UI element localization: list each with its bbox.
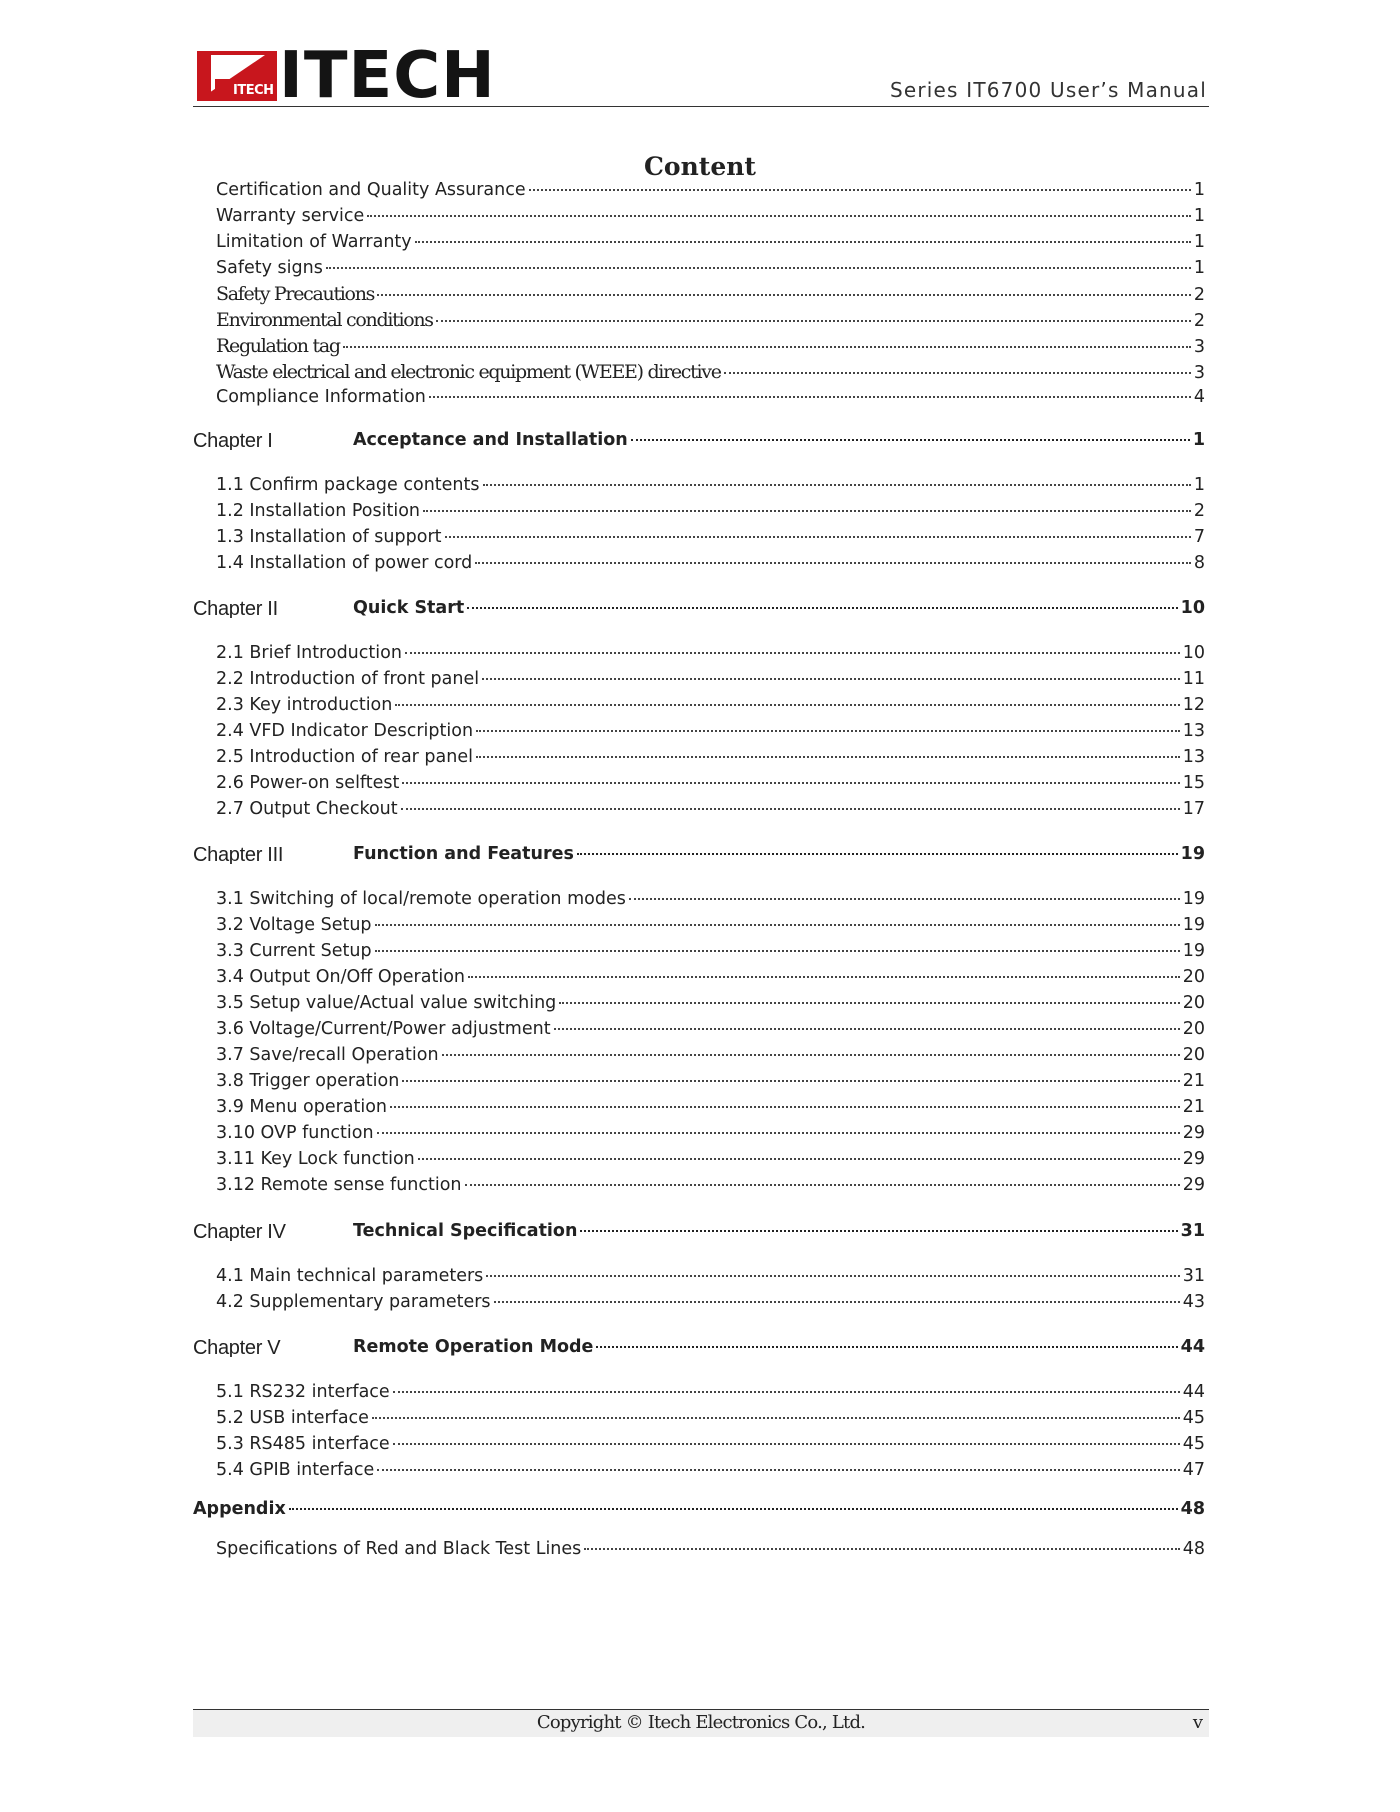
dot-leader — [429, 396, 1191, 398]
toc-section-entry[interactable] — [216, 695, 1205, 715]
page-footer — [193, 1709, 1209, 1737]
dot-leader — [367, 215, 1191, 217]
toc-entry-page: 19 — [1182, 889, 1205, 909]
itech-logo — [197, 39, 496, 113]
dot-leader — [475, 562, 1191, 564]
dot-leader — [402, 1080, 1179, 1082]
toc-entry-page: 4 — [1193, 387, 1205, 407]
dot-leader — [482, 678, 1180, 680]
toc-entry-label: 1.2 Installation Position — [216, 501, 421, 521]
toc-entry-page: 19 — [1182, 941, 1205, 961]
toc-entry-page: 1 — [1193, 475, 1205, 495]
toc-entry-page: 2 — [1193, 501, 1205, 521]
toc-entry-label: 3.11 Key Lock function — [216, 1149, 415, 1169]
toc-entry-page: 13 — [1182, 721, 1205, 741]
toc-section-entry[interactable] — [216, 643, 1205, 663]
toc-entry-page: 44 — [1182, 1382, 1205, 1402]
dot-leader — [401, 808, 1180, 810]
toc-front-entry[interactable] — [216, 258, 1205, 278]
chapter-title: Technical Specification — [353, 1221, 578, 1241]
toc-entry-label: 2.7 Output Checkout — [216, 799, 398, 819]
toc-section-entry[interactable] — [216, 501, 1205, 521]
toc-entry-page: 15 — [1182, 773, 1205, 793]
dot-leader — [418, 1158, 1180, 1160]
dot-leader — [390, 1106, 1180, 1108]
logo-wordmark: ITECH — [279, 39, 496, 113]
dot-leader — [375, 924, 1180, 926]
dot-leader — [465, 1184, 1180, 1186]
toc-section-entry[interactable] — [216, 1175, 1205, 1195]
toc-entry-page: 20 — [1182, 967, 1205, 987]
toc-entry-page: 20 — [1182, 1019, 1205, 1039]
toc-entry-page: 1 — [1193, 258, 1205, 278]
toc-entry-label: 2.4 VFD Indicator Description — [216, 721, 474, 741]
chapter-title-row — [353, 1337, 1205, 1357]
dot-leader — [377, 1469, 1179, 1471]
toc-entry-label: 3.1 Switching of local/remote operation modes — [216, 889, 626, 909]
toc-entry-label: 2.3 Key introduction — [216, 695, 393, 715]
toc-entry-label: 3.5 Setup value/Actual value switching — [216, 993, 557, 1013]
chapter-title: Acceptance and Installation — [353, 430, 628, 450]
manual-title: Series IT6700 User’s Manual — [889, 78, 1207, 102]
dot-leader — [629, 898, 1180, 900]
chapter-number: Chapter II — [193, 598, 278, 618]
toc-section-entry[interactable] — [216, 1123, 1205, 1143]
toc-section-entry[interactable] — [216, 967, 1205, 987]
toc-entry-label: 5.1 RS232 interface — [216, 1382, 390, 1402]
dot-leader — [415, 241, 1191, 243]
toc-entry-page: 8 — [1193, 553, 1205, 573]
dot-leader — [377, 1132, 1180, 1134]
toc-entry-page: 31 — [1182, 1266, 1205, 1286]
toc-entry-page: 29 — [1182, 1123, 1205, 1143]
toc-entry-page: 45 — [1182, 1408, 1205, 1428]
dot-leader — [405, 652, 1180, 654]
toc-section-entry[interactable] — [216, 1539, 1205, 1559]
toc-entry-page: 7 — [1193, 527, 1205, 547]
toc-entry-label: 1.3 Installation of support — [216, 527, 442, 547]
chapter-title-row — [353, 430, 1205, 450]
toc-entry-page: 20 — [1182, 1045, 1205, 1065]
dot-leader — [494, 1301, 1180, 1303]
toc-entry-page: 11 — [1182, 669, 1205, 689]
toc-entry-page: 21 — [1182, 1097, 1205, 1117]
dot-leader — [529, 189, 1191, 191]
toc-entry-label: 3.9 Menu operation — [216, 1097, 388, 1117]
toc-section-entry[interactable] — [216, 799, 1205, 819]
toc-front-entry[interactable] — [216, 180, 1205, 200]
toc-chapter-heading[interactable] — [193, 1337, 1205, 1357]
toc-entry-page: 3 — [1193, 363, 1205, 383]
toc-entry-page: 19 — [1182, 915, 1205, 935]
chapter-number: Chapter I — [193, 430, 273, 450]
toc-front-entry[interactable] — [216, 387, 1205, 407]
dot-leader — [289, 1508, 1178, 1510]
toc-entry-label: 3.3 Current Setup — [216, 941, 372, 961]
toc-entry-page: 13 — [1182, 747, 1205, 767]
toc-front-entry[interactable] — [216, 361, 1205, 383]
chapter-number: Chapter III — [193, 844, 284, 864]
dot-leader — [476, 756, 1180, 758]
toc-entry-page: 29 — [1182, 1149, 1205, 1169]
toc-front-entry[interactable] — [216, 335, 1205, 357]
toc-entry-label: Specifications of Red and Black Test Lines — [216, 1539, 582, 1559]
toc-entry-page: 29 — [1182, 1175, 1205, 1195]
chapter-title: Function and Features — [353, 844, 574, 864]
toc-chapter-heading[interactable] — [193, 1221, 1205, 1241]
toc-entry-label: 3.10 OVP function — [216, 1123, 374, 1143]
dot-leader — [467, 607, 1177, 609]
toc-front-entry[interactable] — [216, 232, 1205, 252]
toc-entry-page: 2 — [1193, 311, 1205, 331]
dot-leader — [724, 372, 1191, 374]
toc-entry-label: 3.8 Trigger operation — [216, 1071, 400, 1091]
toc-section-entry[interactable] — [216, 1460, 1205, 1480]
chapter-number: Chapter V — [193, 1337, 281, 1357]
dot-leader — [584, 1548, 1179, 1550]
dot-leader — [423, 510, 1191, 512]
toc-section-entry[interactable] — [216, 1019, 1205, 1039]
toc-entry-page: 3 — [1193, 337, 1205, 357]
toc-section-entry[interactable] — [216, 1097, 1205, 1117]
dot-leader — [343, 346, 1191, 348]
dot-leader — [476, 730, 1180, 732]
toc-entry-label: 3.7 Save/recall Operation — [216, 1045, 439, 1065]
chapter-page: 1 — [1192, 430, 1205, 450]
toc-entry-label: 5.2 USB interface — [216, 1408, 369, 1428]
toc-entry-page: 1 — [1193, 180, 1205, 200]
toc-section-entry[interactable] — [216, 1382, 1205, 1402]
page-number: v — [1192, 1712, 1203, 1733]
toc-section-entry[interactable] — [216, 773, 1205, 793]
dot-leader — [393, 1443, 1180, 1445]
toc-appendix-heading[interactable] — [193, 1499, 1205, 1519]
toc-section-entry[interactable] — [216, 915, 1205, 935]
appendix-title: Appendix — [193, 1499, 286, 1519]
toc-entry-label: 3.12 Remote sense function — [216, 1175, 462, 1195]
logo-small-text: ITECH — [233, 83, 274, 98]
toc-entry-page: 10 — [1182, 643, 1205, 663]
toc-entry-page: 43 — [1182, 1292, 1205, 1312]
toc-entry-page: 45 — [1182, 1434, 1205, 1454]
dot-leader — [596, 1346, 1177, 1348]
toc-front-entry[interactable] — [216, 206, 1205, 226]
toc-entry-label: Regulation tag — [216, 335, 340, 357]
toc-section-entry[interactable] — [216, 553, 1205, 573]
toc-entry-label: 4.2 Supplementary parameters — [216, 1292, 491, 1312]
toc-entry-page: 47 — [1182, 1460, 1205, 1480]
toc-entry-label: 3.2 Voltage Setup — [216, 915, 372, 935]
dot-leader — [402, 782, 1179, 784]
toc-section-entry[interactable] — [216, 1408, 1205, 1428]
toc-entry-label: 1.4 Installation of power cord — [216, 553, 473, 573]
toc-entry-page: 2 — [1193, 285, 1205, 305]
toc-entry-label: Waste electrical and electronic equipment (WEEE) directive — [216, 361, 721, 383]
toc-chapter-heading[interactable] — [193, 598, 1205, 618]
copyright-text: Copyright © Itech Electronics Co., Ltd. — [536, 1712, 866, 1733]
dot-leader — [483, 484, 1191, 486]
dot-leader — [436, 320, 1191, 322]
toc-entry-label: 2.2 Introduction of front panel — [216, 669, 480, 689]
chapter-title-row — [353, 1221, 1205, 1241]
toc-section-entry[interactable] — [216, 993, 1205, 1013]
toc-section-entry[interactable] — [216, 475, 1205, 495]
toc-section-entry[interactable] — [216, 1071, 1205, 1091]
dot-leader — [577, 853, 1178, 855]
toc-entry-label: 3.6 Voltage/Current/Power adjustment — [216, 1019, 551, 1039]
toc-entry-label: Environmental conditions — [216, 309, 433, 331]
toc-entry-label: Safety signs — [216, 258, 323, 278]
chapter-page: 19 — [1180, 844, 1205, 864]
appendix-page: 48 — [1180, 1499, 1205, 1519]
dot-leader — [631, 439, 1190, 441]
toc-front-entry[interactable] — [216, 283, 1205, 305]
dot-leader — [580, 1230, 1177, 1232]
toc-entry-page: 12 — [1182, 695, 1205, 715]
toc-front-entry[interactable] — [216, 309, 1205, 331]
toc-entry-page: 20 — [1182, 993, 1205, 1013]
toc-section-entry[interactable] — [216, 669, 1205, 689]
toc-section-entry[interactable] — [216, 1266, 1205, 1286]
toc-entry-label: 1.1 Confirm package contents — [216, 475, 480, 495]
chapter-page: 31 — [1180, 1221, 1205, 1241]
chapter-page: 44 — [1180, 1337, 1205, 1357]
toc-entry-page: 17 — [1182, 799, 1205, 819]
toc-section-entry[interactable] — [216, 721, 1205, 741]
toc-section-entry[interactable] — [216, 941, 1205, 961]
toc-entry-page: 1 — [1193, 232, 1205, 252]
dot-leader — [377, 294, 1191, 296]
dot-leader — [445, 536, 1191, 538]
dot-leader — [326, 267, 1191, 269]
toc-entry-label: 5.4 GPIB interface — [216, 1460, 375, 1480]
dot-leader — [468, 976, 1180, 978]
toc-section-entry[interactable] — [216, 889, 1205, 909]
toc-entry-label: Compliance Information — [216, 387, 426, 407]
chapter-title-row — [353, 844, 1205, 864]
toc-entry-page: 48 — [1182, 1539, 1205, 1559]
toc-section-entry[interactable] — [216, 1434, 1205, 1454]
dot-leader — [393, 1391, 1180, 1393]
chapter-number: Chapter IV — [193, 1221, 286, 1241]
toc-chapter-heading[interactable] — [193, 430, 1205, 450]
dot-leader — [486, 1275, 1179, 1277]
toc-entry-label: Safety Precautions — [216, 283, 375, 305]
chapter-title-row — [353, 598, 1205, 618]
dot-leader — [375, 950, 1180, 952]
dot-leader — [442, 1054, 1180, 1056]
page-title: Content — [644, 152, 756, 181]
toc-entry-page: 1 — [1193, 206, 1205, 226]
toc-entry-label: Certification and Quality Assurance — [216, 180, 526, 200]
chapter-title: Quick Start — [353, 598, 465, 618]
dot-leader — [559, 1002, 1179, 1004]
toc-entry-page: 21 — [1182, 1071, 1205, 1091]
dot-leader — [395, 704, 1179, 706]
toc-section-entry[interactable] — [216, 527, 1205, 547]
chapter-title: Remote Operation Mode — [353, 1337, 594, 1357]
toc-entry-label: 4.1 Main technical parameters — [216, 1266, 484, 1286]
toc-entry-label: 2.6 Power-on selftest — [216, 773, 400, 793]
toc-section-entry[interactable] — [216, 1045, 1205, 1065]
toc-section-entry[interactable] — [216, 1292, 1205, 1312]
toc-entry-label: 2.1 Brief Introduction — [216, 643, 402, 663]
toc-section-entry[interactable] — [216, 1149, 1205, 1169]
toc-entry-label: 2.5 Introduction of rear panel — [216, 747, 473, 767]
dot-leader — [554, 1028, 1180, 1030]
chapter-page: 10 — [1180, 598, 1205, 618]
toc-chapter-heading[interactable] — [193, 844, 1205, 864]
dot-leader — [372, 1417, 1180, 1419]
toc-entry-label: 3.4 Output On/Off Operation — [216, 967, 465, 987]
toc-entry-label: Warranty service — [216, 206, 365, 226]
page-header — [193, 39, 1209, 113]
toc-section-entry[interactable] — [216, 747, 1205, 767]
toc-entry-label: 5.3 RS485 interface — [216, 1434, 390, 1454]
toc-entry-label: Limitation of Warranty — [216, 232, 412, 252]
